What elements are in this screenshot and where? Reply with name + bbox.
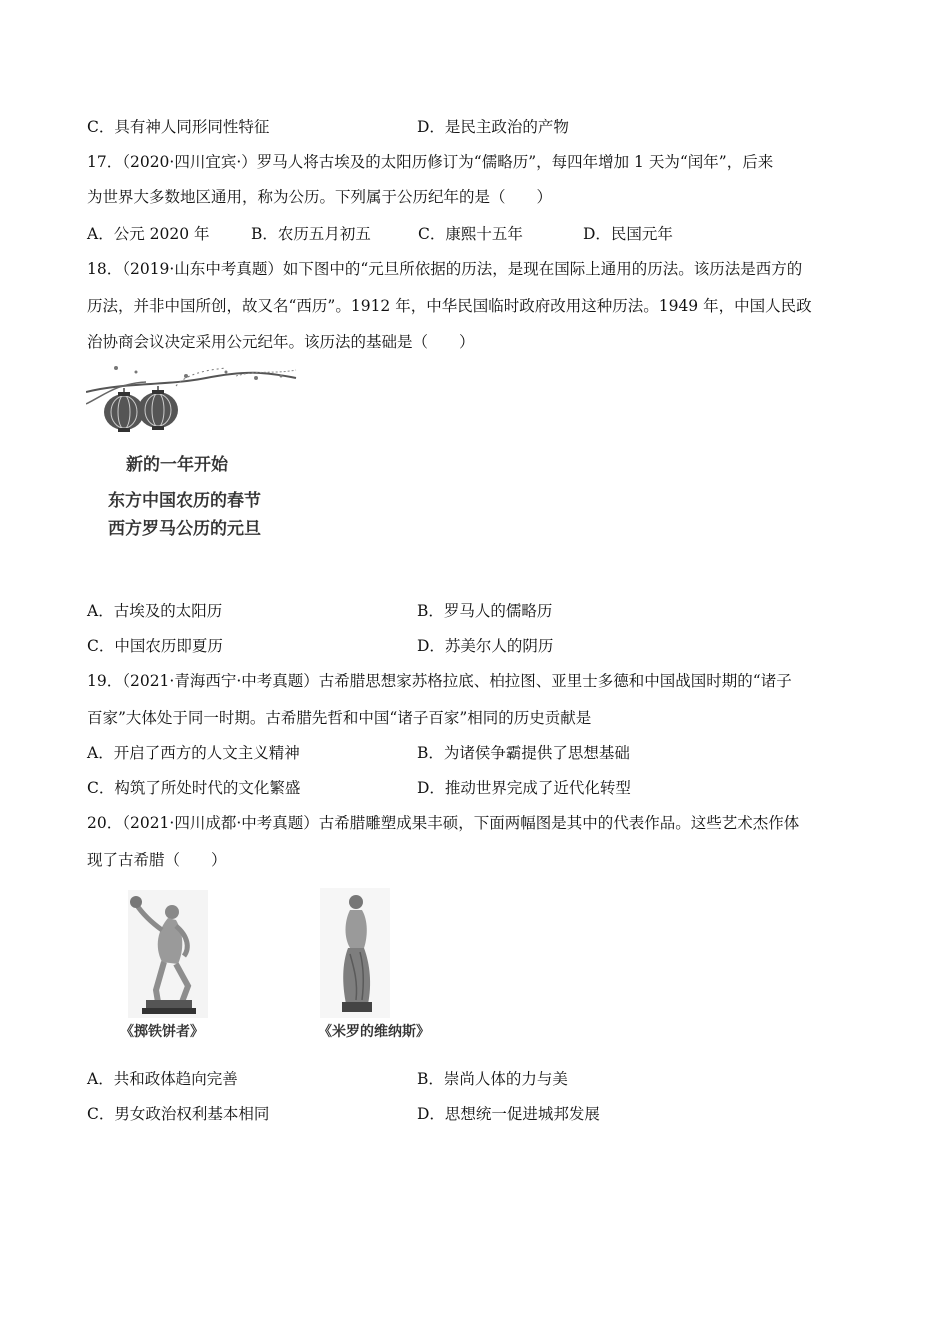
q18-option-c: C．中国农历即夏历 xyxy=(87,637,223,655)
q20-option-c: C．男女政治权利基本相同 xyxy=(87,1105,270,1123)
q20-stem-line2: 现了古希腊（ ） xyxy=(87,851,227,869)
q19-option-b: B．为诸侯争霸提供了思想基础 xyxy=(417,744,630,762)
lantern-branch-illustration xyxy=(86,364,301,444)
q20-option-b: B．崇尚人体的力与美 xyxy=(417,1070,568,1088)
figure-text-new-years-day: 西方罗马公历的元旦 xyxy=(108,519,261,539)
q17-option-d: D．民国元年 xyxy=(583,225,673,243)
q18-option-a: A．古埃及的太阳历 xyxy=(87,602,223,620)
q20-option-a: A．共和政体趋向完善 xyxy=(87,1070,238,1088)
q19-stem-line1: 19．（2021·青海西宁·中考真题）古希腊思想家苏格拉底、柏拉图、亚里士多德和中国战国时期的“诸子 xyxy=(87,672,792,690)
q17-option-b: B．农历五月初五 xyxy=(251,225,371,243)
figure-text-spring-festival: 东方中国农历的春节 xyxy=(108,491,261,511)
q18-option-d: D．苏美尔人的阴历 xyxy=(417,637,554,655)
q18-stem-line1: 18．（2019·山东中考真题）如下图中的“元旦所依据的历法，是现在国际上通用的历法。该历法是西方的 xyxy=(87,260,803,278)
q18-figure-lanterns xyxy=(86,364,301,542)
q20-figure-statues xyxy=(120,888,450,1048)
caption-venus-de-milo: 《米罗的维纳斯》 xyxy=(318,1024,430,1040)
q19-option-a: A．开启了西方的人文主义精神 xyxy=(87,744,300,762)
venus-de-milo-statue-image xyxy=(320,888,390,1018)
q18-option-b: B．罗马人的儒略历 xyxy=(417,602,553,620)
q17-stem-line2: 为世界大多数地区通用，称为公历。下列属于公历纪年的是（ ） xyxy=(87,188,553,206)
q17-stem-line1: 17．（2020·四川宜宾·）罗马人将古埃及的太阳历修订为“儒略历”，每四年增加 1 天为“闰年”，后来 xyxy=(87,153,774,171)
q17-option-a: A．公元 2020 年 xyxy=(87,225,210,243)
discobolus-statue-image xyxy=(128,890,208,1018)
caption-discobolus: 《掷铁饼者》 xyxy=(120,1024,204,1040)
q20-stem-line1: 20．（2021·四川成都·中考真题）古希腊雕塑成果丰硕，下面两幅图是其中的代表作品。这些艺术杰作体 xyxy=(87,814,800,832)
q16-option-c: C．具有神人同形同性特征 xyxy=(87,118,270,136)
q20-option-d: D．思想统一促进城邦发展 xyxy=(417,1105,600,1123)
q19-option-c: C．构筑了所处时代的文化繁盛 xyxy=(87,779,301,797)
q18-stem-line2: 历法，并非中国所创，故又名“西历”。1912 年，中华民国临时政府改用这种历法。1949 年，中国人民政 xyxy=(87,297,812,315)
q19-option-d: D．推动世界完成了近代化转型 xyxy=(417,779,631,797)
figure-text-new-year: 新的一年开始 xyxy=(126,455,228,475)
q18-stem-line3: 治协商会议决定采用公元纪年。该历法的基础是（ ） xyxy=(87,333,475,351)
q17-option-c: C．康熙十五年 xyxy=(418,225,523,243)
q19-stem-line2: 百家”大体处于同一时期。古希腊先哲和中国“诸子百家”相同的历史贡献是 xyxy=(87,709,592,727)
q16-option-d: D．是民主政治的产物 xyxy=(417,118,569,136)
